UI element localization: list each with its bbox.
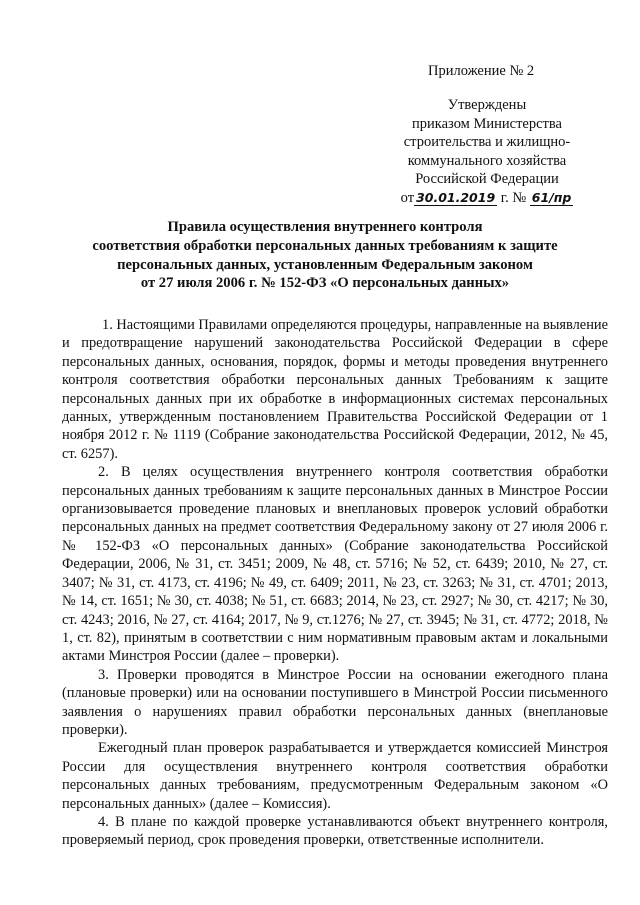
title-line: Правила осуществления внутреннего контроля [167, 219, 483, 235]
approval-line: строительства и жилищно- [403, 134, 571, 151]
approval-line: Утверждены [447, 97, 527, 113]
date-prefix: от [400, 189, 415, 206]
title-line: соответствия обработки персональных данных требованиям к защите [92, 237, 558, 254]
approval-line: коммунального хозяйства [407, 152, 567, 169]
approval-line: приказом Министерства [412, 115, 562, 132]
document-title [62, 218, 588, 293]
paragraph-4: 4. В плане по каждой проверке устанавливаются объект внутреннего контроля, проверяемый период, срок проведения проверки, ответственные исполнители. [62, 813, 608, 849]
paragraph-3-plan: Ежегодный план проверок разрабатывается и утверждается комиссией Минстроя России для осуществления внутреннего контроля соответствия обработки персональных данных требованиям, предусмотренным Федеральным законом «О персональных данных» (далее – Комиссия). [62, 740, 608, 812]
title-line: персональных данных, установленным Федеральным законом [117, 256, 533, 273]
approval-block [372, 96, 602, 208]
document-body [62, 316, 608, 850]
handwritten-order-number: 61/пр [531, 189, 572, 205]
handwritten-date: 30.01.2019 [416, 189, 496, 205]
paragraph-1: 1. Настоящими Правилами определяются процедуры, направленные на выявление и предотвращение нарушений законодательства Российской Федерации в сфере персональных данных, основания, порядок, формы и методы проведения внутреннего контроля соответствия обработки персональных данных Требованиям к защите персональных данных при их обработке в информационных системах персональных данных, утвержденным постановлением Правительства Российской Федерации от 1 ноября 2012 г. № 1119 (Собрание законодательства Российской Федерации, 2012, № 45, ст. 6257). [62, 317, 608, 462]
paragraph-3: 3. Проверки проводятся в Минстрое России на основании ежегодного плана (плановые проверки) или на основании поступившего в Минстрой России письменного заявления о нарушениях правил обработки персональных данных (внеплановые проверки). [62, 666, 608, 738]
appendix-label: Приложение № 2 [428, 63, 535, 79]
title-line: от 27 июля 2006 г. № 152-ФЗ «О персональных данных» [140, 275, 510, 292]
approval-line: Российской Федерации [415, 171, 559, 188]
order-date-line [372, 189, 602, 208]
paragraph-2: 2. В целях осуществления внутреннего контроля соответствия обработки персональных данных требованиям к защите персональных данных в Минстрое России организовывается проведение плановых и внеплановых проверок условий обработки персональных данных на предмет соответствия Федеральному закону от 27 июля 2006 г. № 152-ФЗ «О персональных данных» (Собрание законодательства Российской Федерации, 2006, № 31, ст. 3451; 2009, № 48, ст. 5716; № 52, ст. 6439; 2010, № 27, ст. 3407; № 31, ст. 4173, ст. 4196; № 49, ст. 6409; 2011, № 23, ст. 3263; № 31, ст. 4701; 2013, № 14, ст. 1651; № 30, ст. 4038; № 51, ст. 6683; 2014, № 23, ст. 2927; № 30, ст. 4217; № 30, ст. 4243; 2016, № 27, ст. 4164; 2017, № 9, ст.1276; № 27, ст. 3945; № 31, ст. 4772; 2018, № 1, ст. 82), принятым в соответствии с ним нормативным правовым актам и локальными актами Минстроя России (далее – проверки). [62, 464, 608, 665]
year-number-label: г. № [500, 189, 527, 206]
